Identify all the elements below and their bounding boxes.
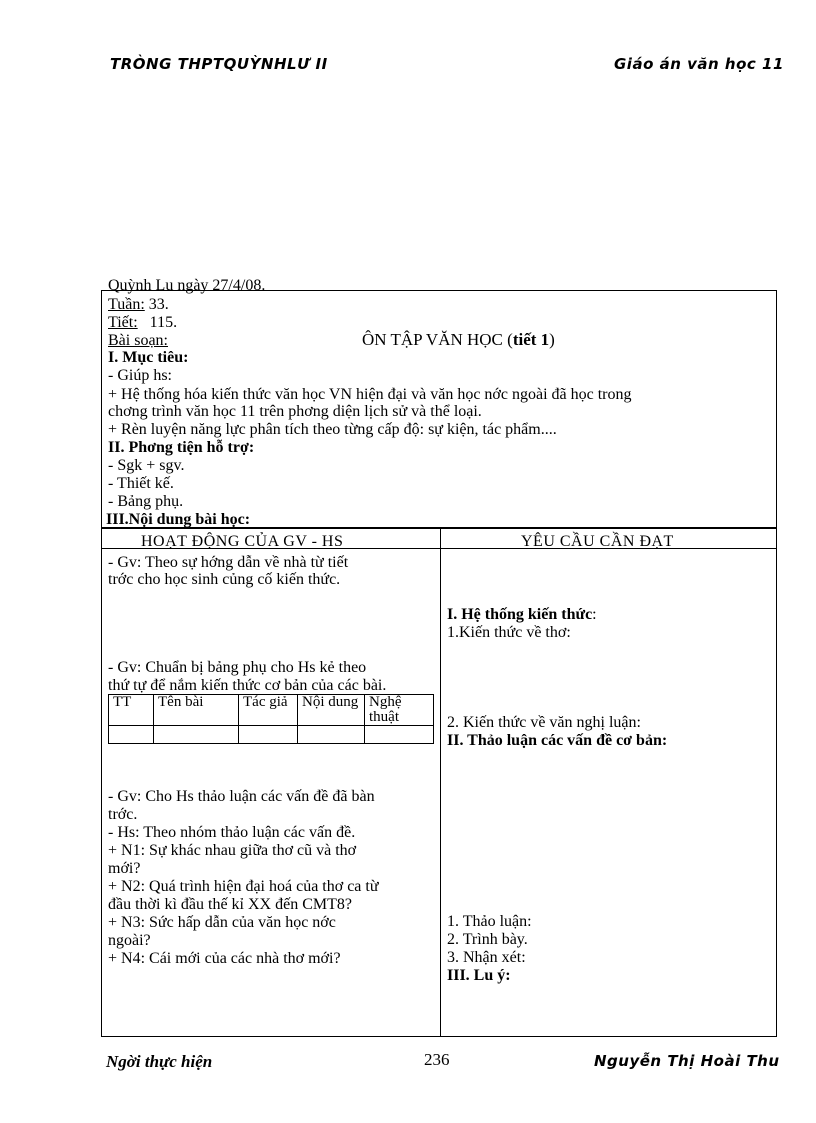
left-paragraph-line: đầu thời kì đầu thế kỉ XX đến CMT8? (108, 896, 352, 913)
left-paragraph-line: + N2: Quá trình hiện đại hoá của thơ ca từ (108, 878, 379, 895)
left-paragraph-line: - Hs: Theo nhóm thảo luận các vấn đề. (108, 824, 356, 841)
left-paragraph-line: + N3: Sức hấp dẫn của văn học nớc (108, 914, 336, 931)
discussion-heading: II. Thảo luận các vấn đề cơ bản: (447, 732, 668, 749)
table-header-cell: Nghệ thuật (365, 695, 434, 726)
lesson-title-main: ÔN TẬP VĂN HỌC ( (362, 330, 513, 349)
lesson-title (362, 330, 555, 350)
objectives-line: - Giúp hs: (108, 367, 172, 384)
left-paragraph-line: thứ tự để nắm kiến thức cơ bản của các bài. (108, 677, 387, 694)
left-paragraph-line: - Gv: Chuẩn bị bảng phụ cho Hs kẻ theo (108, 659, 367, 676)
content-heading: III.Nội dung bài học: (106, 511, 251, 528)
table-row (109, 726, 434, 744)
right-column-header: YÊU CẦU CẦN ĐẠT (521, 533, 674, 550)
lesson-label: Bài soạn: (108, 332, 168, 349)
table-header-cell: Tác giả (239, 695, 298, 726)
week-value: 33. (148, 296, 169, 313)
poetry-knowledge-item: 1.Kiến thức về thơ: (447, 624, 571, 641)
author-name: Nguyễn Thị Hoài Thu (594, 1052, 780, 1070)
lesson-title-close: ) (549, 330, 555, 349)
section-knowledge-heading (447, 606, 597, 623)
notes-heading: III. Lu ý: (447, 967, 511, 984)
objectives-line: chơng trình văn học 11 trên phơng diện lịch sử và thể loại. (108, 403, 482, 420)
table-header-cell: TT (109, 695, 154, 726)
table-cell (109, 726, 154, 744)
table-header-cell: Tên bài (154, 695, 239, 726)
materials-heading: II. Phơng tiện hỗ trợ: (108, 439, 255, 456)
materials-line: - Sgk + sgv. (108, 457, 185, 474)
school-header: TRÒNG THPTQUỲNHLƯ II (110, 55, 328, 73)
period-value: 115. (149, 314, 178, 331)
section-knowledge-colon: : (592, 606, 597, 623)
materials-line: - Thiết kế. (108, 475, 174, 492)
left-paragraph-line: + N1: Sự khác nhau giữa thơ cũ và thơ (108, 842, 357, 859)
step-item: 1. Thảo luận: (447, 913, 532, 930)
essay-knowledge-item: 2. Kiến thức về văn nghị luận: (447, 714, 641, 731)
table-cell (154, 726, 239, 744)
left-paragraph-line: trớc. (108, 806, 138, 823)
left-paragraph-line: trớc cho học sinh củng cố kiến thức. (108, 571, 341, 588)
objectives-line: + Rèn luyện năng lực phân tích theo từng cấp độ: sự kiện, tác phẩm.... (108, 421, 557, 438)
column-divider (440, 527, 441, 1037)
left-paragraph-line: - Gv: Theo sự hớng dẫn về nhà từ tiết (108, 554, 349, 571)
objectives-line: + Hệ thống hóa kiến thức văn học VN hiện đại và văn học nớc ngoài đã học trong (108, 386, 632, 403)
footer-performer-label: Ngời thực hiện (106, 1052, 213, 1071)
page-number: 236 (424, 1050, 450, 1069)
table-cell (298, 726, 365, 744)
summary-table (108, 694, 434, 744)
table-header-cell: Nội dung (298, 695, 365, 726)
left-paragraph-line: ngoài? (108, 932, 151, 949)
week-line (108, 296, 169, 313)
left-column-header: HOẠT ĐỘNG CỦA GV - HS (141, 533, 344, 550)
table-row (109, 695, 434, 726)
left-paragraph-line: - Gv: Cho Hs thảo luận các vấn đề đã bàn (108, 788, 375, 805)
step-item: 2. Trình bày. (447, 931, 528, 948)
left-paragraph-line: + N4: Cái mới của các nhà thơ mới? (108, 950, 341, 967)
step-item: 3. Nhận xét: (447, 949, 526, 966)
table-cell (365, 726, 434, 744)
week-label: Tuần: (108, 296, 145, 313)
section-knowledge-title: I. Hệ thống kiến thức (447, 606, 593, 623)
subject-header: Giáo án văn học 11 (614, 55, 784, 73)
lesson-title-part: tiết 1 (512, 330, 550, 349)
objectives-heading: I. Mục tiêu: (108, 349, 189, 366)
materials-line: - Bảng phụ. (108, 493, 184, 510)
date-line: Quỳnh Lu ngày 27/4/08. (108, 277, 266, 294)
table-cell (239, 726, 298, 744)
period-line (108, 314, 177, 331)
left-paragraph-line: mới? (108, 860, 141, 877)
period-label: Tiết: (108, 314, 138, 331)
